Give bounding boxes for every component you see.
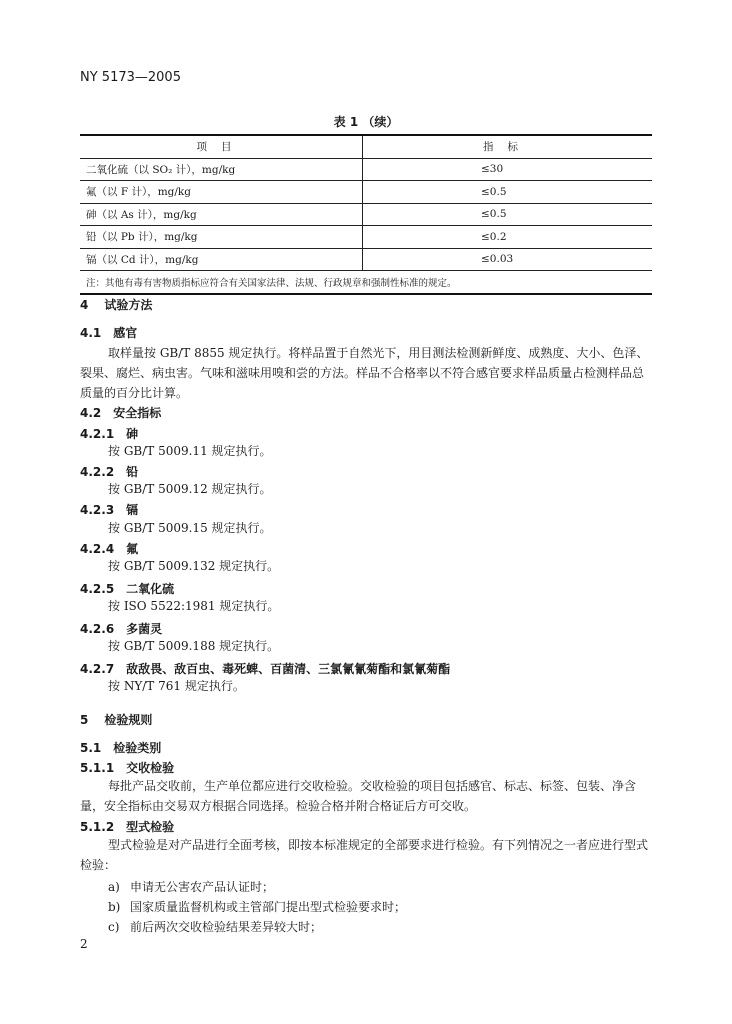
section-4-1-heading: 4.1 感官	[80, 326, 138, 340]
table-row	[80, 248, 652, 271]
col-header-value: 指标	[363, 135, 653, 158]
section-4-2-4-text: 按 GB/T 5009.132 规定执行。	[108, 559, 280, 573]
table-caption: 表 1 （续）	[333, 115, 399, 129]
section-4-2-7-text: 按 NY/T 761 规定执行。	[108, 679, 245, 693]
row-item: 氟（以 F 计），mg/kg	[80, 181, 363, 204]
row-item: 二氧化硫（以 SO₂ 计），mg/kg	[80, 158, 363, 181]
row-value: ≤0.2	[363, 226, 653, 249]
section-4-1-text: 取样量按 GB/T 8855 规定执行。将样品置于自然光下，用目测法检测新鲜度、成熟度、大小、色泽、裂果、腐烂、病虫害。气味和滋味用嗅和尝的方法。样品不合格率以不符合感官要求样品质量占检测样品总质量的百分比计算。	[80, 346, 649, 400]
section-4-2-1-text: 按 GB/T 5009.11 规定执行。	[108, 444, 272, 458]
table-row	[80, 226, 652, 249]
table-row	[80, 158, 652, 181]
section-4-heading: 4 试验方法	[80, 298, 153, 312]
table-note: 注：其他有毒有害物质指标应符合有关国家法律、法规、行政规章和强制性标准的规定。	[80, 271, 652, 294]
section-5-1-2-text: 型式检验是对产品进行全面考核，即按本标准规定的全部要求进行检验。有下列情况之一者应进行型式检验：	[80, 838, 649, 872]
section-4-2-6-text: 按 GB/T 5009.188 规定执行。	[108, 639, 280, 653]
col-header-item: 项目	[80, 135, 363, 158]
section-4-2-5-text: 按 ISO 5522:1981 规定执行。	[108, 599, 280, 613]
section-5-1-2-heading: 5.1.2 型式检验	[80, 820, 175, 834]
row-value: ≤30	[363, 158, 653, 181]
section-4-2-5-heading: 4.2.5 二氧化硫	[80, 582, 175, 596]
section-4-2-heading: 4.2 安全指标	[80, 406, 162, 420]
row-value: ≤0.5	[363, 181, 653, 204]
section-4-2-3-text: 按 GB/T 5009.15 规定执行。	[108, 521, 272, 535]
row-value: ≤0.03	[363, 248, 653, 271]
row-value: ≤0.5	[363, 203, 653, 226]
section-4-2-1-heading: 4.2.1 砷	[80, 427, 139, 441]
section-4-2-3-heading: 4.2.3 镉	[80, 503, 139, 517]
spec-table	[80, 134, 652, 295]
section-4-2-4-heading: 4.2.4 氟	[80, 542, 139, 556]
row-item: 砷（以 As 计），mg/kg	[80, 203, 363, 226]
section-4-2-2-text: 按 GB/T 5009.12 规定执行。	[108, 482, 272, 496]
table-row	[80, 181, 652, 204]
list-item: a) 申请无公害农产品认证时；	[108, 880, 275, 894]
standard-code-header: NY 5173—2005	[80, 70, 181, 85]
row-item: 镉（以 Cd 计），mg/kg	[80, 248, 363, 271]
section-4-2-6-heading: 4.2.6 多菌灵	[80, 622, 163, 636]
list-item: c) 前后两次交收检验结果差异较大时；	[108, 920, 323, 934]
list-item: b) 国家质量监督机构或主管部门提出型式检验要求时；	[108, 900, 407, 914]
section-5-1-heading: 5.1 检验类别	[80, 741, 162, 755]
row-item: 铅（以 Pb 计），mg/kg	[80, 226, 363, 249]
section-5-1-1-heading: 5.1.1 交收检验	[80, 761, 175, 775]
table-note-row	[80, 271, 652, 294]
section-4-2-2-heading: 4.2.2 铅	[80, 465, 139, 479]
section-4-2-7-heading: 4.2.7 敌敌畏、敌百虫、毒死蜱、百菌清、三氯氰氰菊酯和氯氰菊酯	[80, 662, 451, 676]
table-header-row	[80, 135, 652, 158]
page-number: 2	[80, 937, 88, 951]
table-row	[80, 203, 652, 226]
section-5-1-1-text: 每批产品交收前，生产单位都应进行交收检验。交收检验的项目包括感官、标志、标签、包装、净含量，安全指标由交易双方根据合同选择。检验合格并附合格证后方可交收。	[80, 779, 637, 813]
section-5-heading: 5 检验规则	[80, 713, 153, 727]
